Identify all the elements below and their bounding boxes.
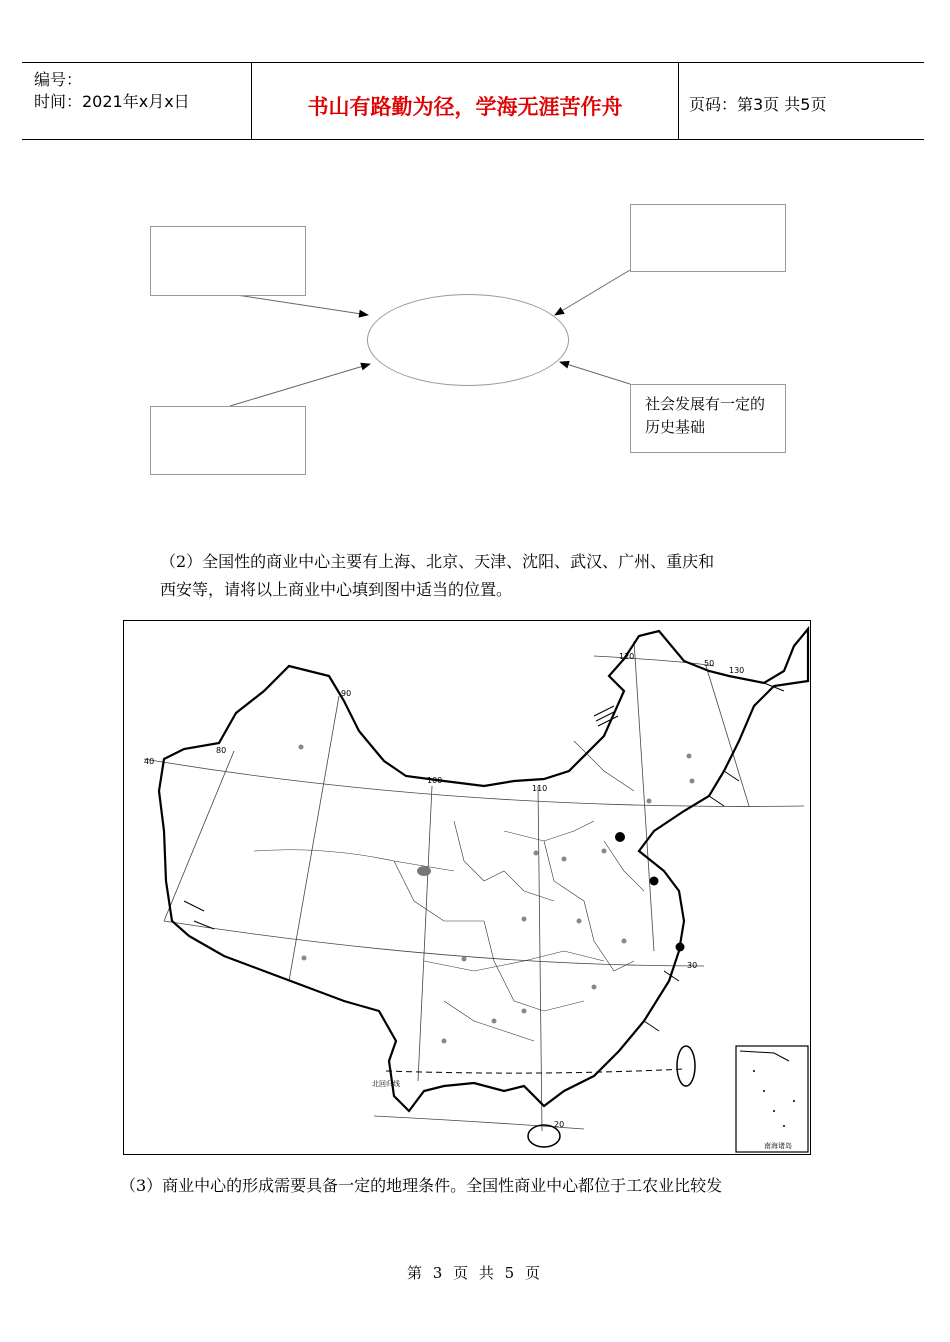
inset-label: 南海诸岛 bbox=[764, 1142, 792, 1150]
lon-label-120: 120 bbox=[619, 652, 635, 661]
lon-label-90: 90 bbox=[341, 689, 352, 698]
south-china-sea-inset bbox=[736, 1046, 808, 1152]
serial-label: 编号： bbox=[34, 70, 83, 89]
lon-label-100: 100 bbox=[427, 776, 443, 785]
center-ellipse[interactable] bbox=[367, 294, 569, 386]
blank-box-top-left[interactable] bbox=[150, 226, 306, 296]
page-number-label: 页码：第3页 共5页 bbox=[689, 95, 827, 114]
arrow-top-left bbox=[230, 294, 368, 315]
motto: 书山有路勤为径，学海无涯苦作舟 bbox=[307, 95, 623, 119]
tropic-line bbox=[386, 1069, 684, 1073]
arrow-bottom-right bbox=[560, 362, 630, 384]
diagram-arrows bbox=[0, 0, 950, 500]
grid-labels bbox=[144, 652, 744, 1129]
taiwan bbox=[677, 1046, 695, 1086]
city-markers bbox=[299, 745, 698, 1044]
blank-box-top-right[interactable] bbox=[630, 204, 786, 272]
coast-hatching bbox=[184, 683, 784, 1031]
lat-label-40: 40 bbox=[144, 757, 155, 766]
arrow-bottom-left bbox=[230, 364, 370, 406]
question2-line1: （2）全国性的商业中心主要有上海、北京、天津、沈阳、武汉、广州、重庆和 bbox=[160, 552, 715, 571]
lat-label-30: 30 bbox=[687, 961, 698, 970]
graticule bbox=[144, 641, 804, 1131]
time-label: 时间：2021年x月x日 bbox=[34, 92, 190, 111]
page-footer: 第 3 页 共 5 页 bbox=[407, 1264, 543, 1282]
qinghai-lake bbox=[417, 866, 431, 876]
province-boundaries bbox=[254, 741, 644, 1041]
lon-label-130: 130 bbox=[729, 666, 745, 675]
question3-line: （3）商业中心的形成需要具备一定的地理条件。全国性商业中心都位于工农业比较发 bbox=[120, 1176, 723, 1195]
highlighted-cities bbox=[615, 832, 685, 952]
blank-box-bottom-left[interactable] bbox=[150, 406, 306, 475]
tropic-label: 北回归线 bbox=[372, 1080, 400, 1088]
lat-label-20: 20 bbox=[554, 1120, 565, 1129]
lat-label-50: 50 bbox=[704, 659, 715, 668]
question2-line2: 西安等，请将以上商业中心填到图中适当的位置。 bbox=[160, 580, 513, 599]
china-map bbox=[123, 620, 811, 1155]
lon-label-110: 110 bbox=[532, 784, 548, 793]
arrow-top-right bbox=[555, 270, 630, 315]
map-svg bbox=[124, 621, 810, 1154]
lon-label-80: 80 bbox=[216, 746, 227, 755]
china-outline bbox=[159, 629, 808, 1111]
history-foundation-text: 社会发展有一定的历史基础 bbox=[645, 395, 766, 436]
box-bottom-right bbox=[630, 384, 786, 453]
